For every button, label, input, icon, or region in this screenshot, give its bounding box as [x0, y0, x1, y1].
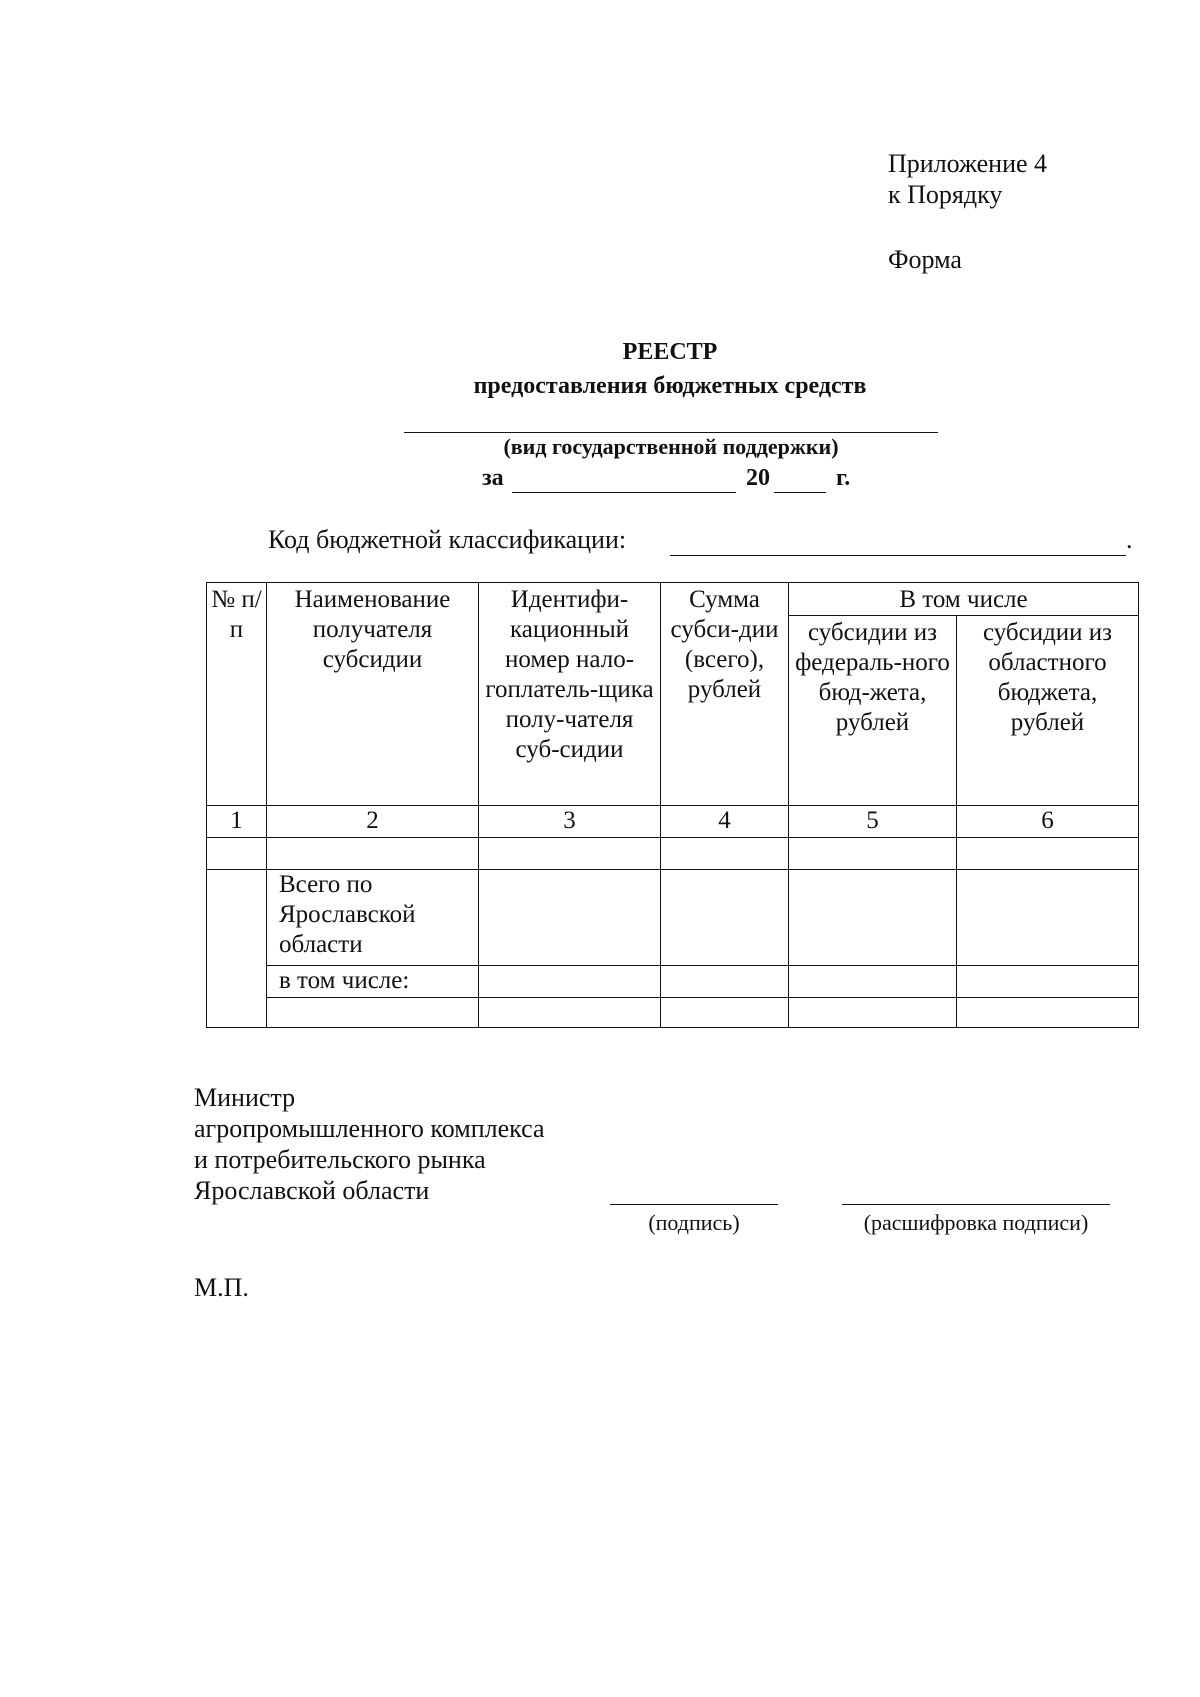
table-cell[interactable] [479, 838, 661, 870]
table-cell[interactable] [957, 838, 1139, 870]
table-cell[interactable] [479, 998, 661, 1028]
header-num: № п/п [207, 583, 267, 806]
total-row [207, 870, 1139, 966]
column-numbers-row [207, 806, 1139, 838]
table-cell[interactable] [479, 870, 661, 966]
signature-line[interactable] [610, 1204, 778, 1205]
including-label: в том числе: [267, 966, 479, 998]
table-cell[interactable] [267, 998, 479, 1028]
col-number: 3 [479, 806, 661, 838]
table-cell[interactable] [267, 838, 479, 870]
signatory-line: Министр [194, 1083, 296, 1112]
col-number: 4 [661, 806, 789, 838]
form-label: Форма [888, 245, 962, 274]
col-number: 2 [267, 806, 479, 838]
signature-caption: (подпись) [648, 1210, 740, 1235]
col-number: 5 [789, 806, 957, 838]
table-cell[interactable] [789, 966, 957, 998]
period-prefix: за [482, 465, 504, 491]
budget-code-end: . [1126, 525, 1133, 554]
period-field[interactable] [512, 492, 736, 493]
document-subtitle: предоставления бюджетных средств [473, 373, 867, 399]
table-cell[interactable] [957, 998, 1139, 1028]
document-title: РЕЕСТР [622, 339, 718, 365]
table-cell[interactable] [957, 966, 1139, 998]
signature-decode-line[interactable] [842, 1204, 1110, 1205]
header-federal-subsidy: субсидии из федераль-ного бюд-жета, рублей [789, 616, 957, 806]
including-row [207, 966, 1139, 998]
table-cell[interactable] [957, 870, 1139, 966]
col-number: 6 [957, 806, 1139, 838]
budget-code-label: Код бюджетной классификации: [268, 525, 627, 554]
header-including: В том числе [789, 583, 1139, 616]
signatory-line: агропромышленного комплекса [194, 1114, 545, 1143]
budget-code-field[interactable] [670, 555, 1126, 556]
period-year-field[interactable] [774, 492, 826, 493]
table-cell[interactable] [661, 838, 789, 870]
table-row-empty [207, 838, 1139, 870]
header-subsidy-total: Сумма субси-дии (всего), рублей [661, 583, 789, 806]
table-cell[interactable] [789, 870, 957, 966]
annex-number: Приложение 4 [888, 149, 1048, 178]
table-cell[interactable] [661, 870, 789, 966]
annex-reference: к Порядку [888, 180, 1003, 209]
table-cell[interactable] [661, 966, 789, 998]
header-regional-subsidy: субсидии из областного бюджета, рублей [957, 616, 1139, 806]
signatory-line: и потребительского рынка [194, 1145, 486, 1174]
table-cell[interactable] [789, 998, 957, 1028]
table-row-empty [207, 998, 1139, 1028]
signature-decode-caption: (расшифровка подписи) [863, 1210, 1089, 1235]
table-cell[interactable] [789, 838, 957, 870]
period-year-prefix: 20 [746, 465, 770, 491]
header-row-top [207, 583, 1139, 616]
stamp-label: М.П. [194, 1273, 249, 1302]
support-type-caption: (вид государственной поддержки) [503, 434, 839, 459]
table-cell[interactable] [479, 966, 661, 998]
support-type-line[interactable] [404, 432, 938, 433]
col-number: 1 [207, 806, 267, 838]
registry-table [206, 582, 1139, 1028]
period-suffix: г. [836, 465, 851, 491]
total-label: Всего по Ярославской области [267, 870, 479, 966]
table-cell[interactable] [207, 838, 267, 870]
table-cell[interactable] [661, 998, 789, 1028]
header-recipient-name: Наименование получателя субсидии [267, 583, 479, 806]
signatory-line: Ярославской области [194, 1176, 430, 1205]
header-taxpayer-id: Идентифи-кационный номер нало-гоплатель-щика полу-чателя суб-сидии [479, 583, 661, 806]
table-cell[interactable] [207, 870, 267, 1028]
